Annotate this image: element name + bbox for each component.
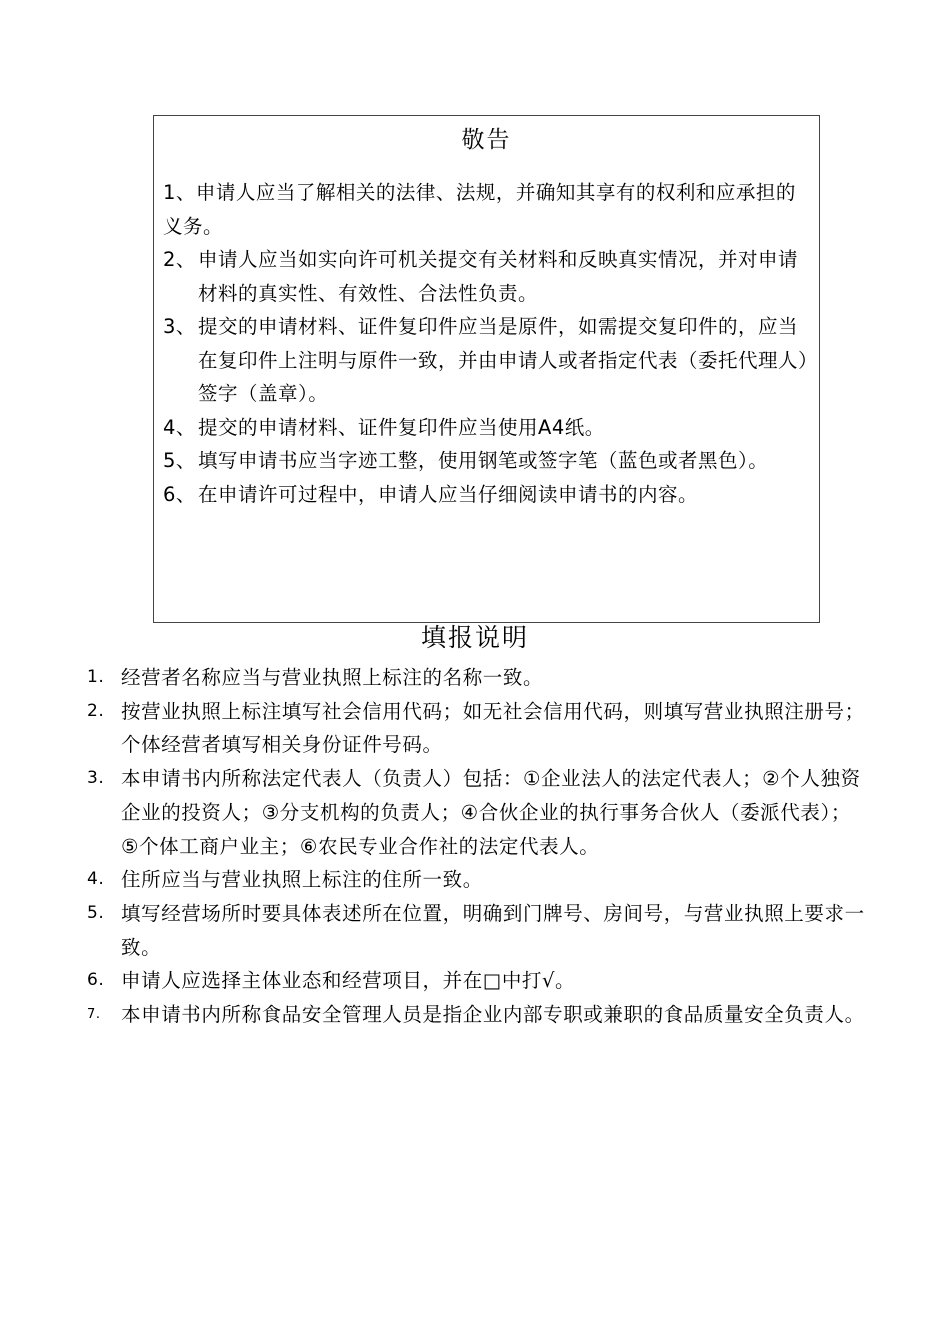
notice-item-5 — [163, 444, 813, 478]
notice-item-number: 2、 — [163, 248, 196, 271]
notice-title: 敬告 — [461, 127, 512, 153]
instruction-item-text: 经营者名称应当与营业执照上标注的名称一致。 — [121, 666, 544, 689]
instruction-item-number: 1. — [87, 667, 105, 687]
notice-item-6 — [163, 478, 813, 512]
instruction-item-4 — [87, 863, 867, 897]
notice-item-number: 6、 — [163, 482, 196, 506]
instruction-item-text: 填写经营场所时要具体表述所在位置，明确到门牌号、房间号，与营业执照上要求一致。 — [121, 901, 865, 959]
instruction-item-number: 6. — [87, 970, 105, 991]
notice-box — [153, 115, 820, 623]
instructions-title: 填报说明 — [420, 623, 529, 652]
notice-item-number: 3、 — [163, 315, 196, 338]
notice-item-text: 提交的申请材料、证件复印件应当使用A4纸。 — [198, 415, 605, 439]
instruction-item-3 — [87, 762, 867, 863]
instruction-item-number: 7. — [87, 1007, 101, 1023]
notice-item-4 — [163, 411, 813, 445]
instruction-item-number: 3. — [87, 768, 105, 789]
instruction-item-5 — [87, 897, 867, 964]
instruction-item-6 — [87, 964, 867, 998]
notice-item-text: 填写申请书应当字迹工整，使用钢笔或签字笔（蓝色或者黑色）。 — [198, 449, 769, 472]
instruction-item-text: 本申请书内所称食品安全管理人员是指企业内部专职或兼职的食品质量安全负责人。 — [121, 1003, 865, 1027]
instruction-item-text: 本申请书内所称法定代表人（负责人）包括：①企业法人的法定代表人；②个人独资企业的投资人；③分支机构的负责人；④合伙企业的执行事务合伙人（委派代表）；⑤个体工商户业主；⑥农民专业合作社的法定代表人。 — [121, 767, 861, 858]
instruction-item-text: 按营业执照上标注填写社会信用代码；如无社会信用代码，则填写营业执照注册号；个体经营者填写相关身份证件号码。 — [121, 699, 865, 757]
instruction-item-number: 4. — [87, 869, 105, 890]
instruction-item-text: 申请人应选择主体业态和经营项目，并在□中打√。 — [121, 969, 576, 993]
instruction-item-number: 2. — [87, 700, 105, 721]
instruction-item-text: 住所应当与营业执照上标注的住所一致。 — [121, 868, 483, 892]
instructions-list — [87, 661, 867, 1032]
notice-item-number: 1、 — [163, 181, 196, 204]
notice-item-text: 申请人应当了解相关的法律、法规，并确知其享有的权利和应承担的义务。 — [163, 181, 796, 238]
notice-item-number: 5、 — [163, 449, 196, 472]
notice-item-1 — [163, 176, 813, 243]
instruction-item-1 — [87, 661, 867, 695]
notice-item-3 — [163, 310, 813, 411]
instruction-item-2 — [87, 695, 867, 762]
instruction-item-number: 5. — [87, 902, 105, 923]
notice-item-text: 申请人应当如实向许可机关提交有关材料和反映真实情况，并对申请材料的真实性、有效性、合法性负责。 — [198, 248, 799, 305]
notice-item-text: 在申请许可过程中，申请人应当仔细阅读申请书的内容。 — [198, 482, 699, 506]
notice-item-number: 4、 — [163, 415, 196, 439]
notice-list — [163, 176, 813, 511]
instruction-item-7 — [87, 998, 867, 1032]
notice-item-text: 提交的申请材料、证件复印件应当是原件，如需提交复印件的，应当在复印件上注明与原件一致，并由申请人或者指定代表（委托代理人）签字（盖章）。 — [198, 315, 809, 405]
notice-item-2 — [163, 243, 813, 310]
